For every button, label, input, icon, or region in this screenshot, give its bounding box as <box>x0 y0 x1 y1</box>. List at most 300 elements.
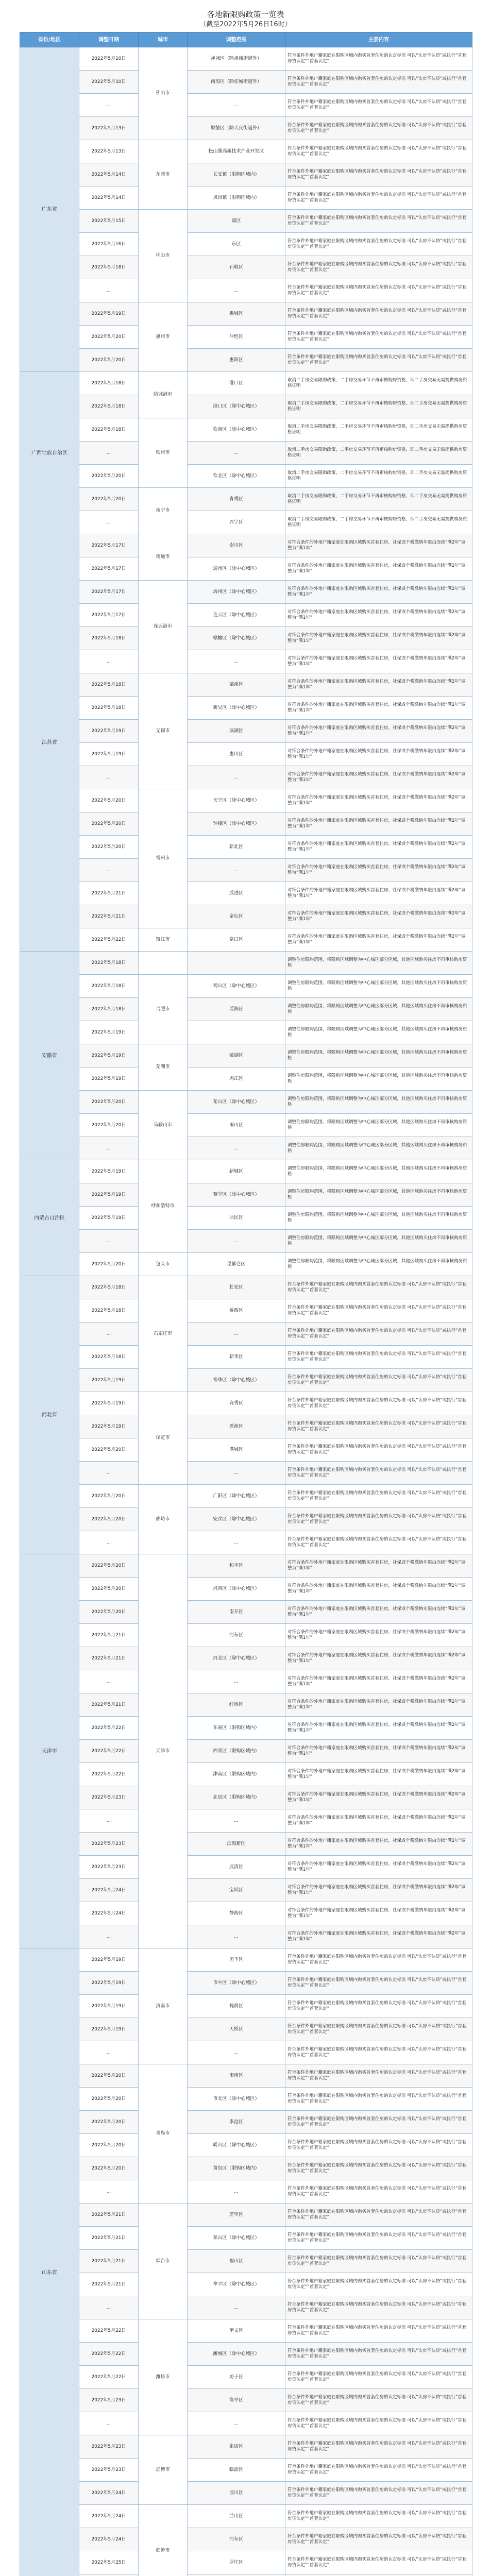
date-cell: 2022年5月22日 <box>79 2366 139 2389</box>
table-row <box>20 349 472 372</box>
area-cell: 花山区（除中心城区） <box>188 1091 285 1114</box>
date-cell: ... <box>79 279 139 302</box>
policy-cell: 符合条件外地户籍家庭在限购区域内购买首套住房的认定标准 可以“认房不认贷”或执行“首套房贷认定”“首套认定” <box>285 163 472 187</box>
area-cell: 金坛区 <box>188 905 285 928</box>
policy-cell: 对符合条件的外地户籍家庭在限购区域购买首套住房，社保或个税缴纳年限由连续“满2年”调整为“满1年” <box>285 1554 472 1578</box>
area-cell: 河东区 <box>188 1624 285 1647</box>
table-row <box>20 1253 472 1276</box>
date-cell: 2022年5月19日 <box>79 1207 139 1230</box>
policy-cell: 对符合条件的外地户籍家庭在限购区域购买首套住房，社保或个税缴纳年限由连续“满2年”调整为“满1年” <box>285 1693 472 1717</box>
table-row <box>20 2296 472 2319</box>
area-cell: 满城区 <box>188 1438 285 1462</box>
policy-cell: 符合条件外地户籍家庭在限购区域内购买首套住房的认定标准 可以“认房不认贷”或执行“首套房贷认定”“首套认定” <box>285 2180 472 2204</box>
table-header <box>20 32 472 47</box>
date-cell: 2022年5月17日 <box>79 557 139 581</box>
area-cell: 港口区 <box>188 372 285 395</box>
date-cell: 2022年5月20日 <box>79 1091 139 1114</box>
date-cell: 2022年5月19日 <box>79 743 139 766</box>
table-row <box>20 650 472 673</box>
area-cell: 宝坻区 <box>188 1879 285 1902</box>
table-row <box>20 2111 472 2134</box>
table-row <box>20 2227 472 2250</box>
area-cell: 仲恺区 <box>188 326 285 349</box>
date-cell: 2022年5月21日 <box>79 2227 139 2250</box>
area-cell: ... <box>188 1323 285 1346</box>
area-cell: 河东区 <box>188 2528 285 2551</box>
table-row <box>20 2273 472 2296</box>
date-cell: ... <box>79 2296 139 2319</box>
date-cell: 2022年5月22日 <box>79 1763 139 1786</box>
date-cell: 2022年5月20日 <box>79 2064 139 2088</box>
date-cell: 2022年5月21日 <box>79 2250 139 2273</box>
date-cell: 2022年5月21日 <box>79 1693 139 1717</box>
policy-cell: 对符合条件的外地户籍家庭在限购区域购买首套住房，社保或个税缴纳年限由连续“满2年”调整为“满1年” <box>285 557 472 581</box>
city-cell: 镇江市 <box>139 928 188 952</box>
area-cell: 东丽区（限购区域内） <box>188 1717 285 1740</box>
city-cell: 合肥市 <box>139 975 188 1044</box>
policy-cell: 对符合条件的外地户籍家庭在限购区域购买首套住房，社保或个税缴纳年限由连续“满2年”调整为“满1年” <box>285 720 472 743</box>
date-cell: 2022年5月20日 <box>79 789 139 812</box>
table-row <box>20 905 472 928</box>
table-row <box>20 1137 472 1160</box>
policy-cell: 符合条件外地户籍家庭在限购区域内购买首套住房的认定标准 可以“认房不认贷”或执行“首套房贷认定”“首套认定” <box>285 47 472 71</box>
date-cell: 2022年5月17日 <box>79 581 139 604</box>
table-row <box>20 1276 472 1299</box>
policy-cell: 符合条件外地户籍家庭在限购区域内购买首套住房的认定标准 可以“认房不认贷”或执行“首套房贷认定”“首套认定” <box>285 2111 472 2134</box>
date-cell: 2022年5月20日 <box>79 349 139 372</box>
policy-cell: 取消二手房交易限购政策，二手房交易环节不再审核购房资格，即二手房交易无需提供购房资格证明 <box>285 372 472 395</box>
table-row <box>20 2435 472 2459</box>
city-cell: 保定市 <box>139 1392 188 1485</box>
header-row <box>20 32 472 47</box>
table-row <box>20 1554 472 1578</box>
policy-cell: 调整住房限购范围，将限购区域调整为中心城区部分区域，其他区域购买住房不再审核购房资格 <box>285 998 472 1021</box>
area-cell: 松山湖高新技术产业开发区 <box>188 140 285 163</box>
table-row <box>20 465 472 488</box>
province-cell: 河北省 <box>20 1276 79 1554</box>
date-cell: 2022年5月21日 <box>79 882 139 905</box>
policy-cell: 调整住房限购范围，将限购区域调整为中心城区部分区域，其他区域购买住房不再审核购房资格 <box>285 1253 472 1276</box>
date-cell: 2022年5月23日 <box>79 2459 139 2482</box>
city-cell: 防城港市 <box>139 372 188 418</box>
table-row <box>20 882 472 905</box>
province-cell: 广东省 <box>20 47 79 372</box>
date-cell: 2022年5月15日 <box>79 210 139 233</box>
date-cell: 2022年5月18日 <box>79 673 139 697</box>
area-cell: 滨海新区 <box>188 1833 285 1856</box>
policy-cell: 取消二手房交易限购政策，二手房交易环节不再审核购房资格，即二手房交易无需提供购房资格证明 <box>285 442 472 465</box>
policy-cell: 符合条件外地户籍家庭在限购区域内购买首套住房的认定标准 可以“认房不认贷”或执行“首套房贷认定”“首套认定” <box>285 210 472 233</box>
area-cell: ... <box>188 442 285 465</box>
policy-cell: 符合条件外地户籍家庭在限购区域内购买首套住房的认定标准 可以“认房不认贷”或执行“首套房贷认定”“首套认定” <box>285 2528 472 2551</box>
area-cell: 津南区（限购区域内） <box>188 1763 285 1786</box>
date-cell: 2022年5月20日 <box>79 836 139 859</box>
table-row <box>20 1647 472 1670</box>
area-cell: 黄岛区（限购区域内） <box>188 2157 285 2180</box>
table-row <box>20 1972 472 1995</box>
table-row <box>20 697 472 720</box>
date-cell: 2022年5月24日 <box>79 1902 139 1925</box>
date-cell: 2022年5月22日 <box>79 2343 139 2366</box>
policy-cell: 对符合条件的外地户籍家庭在限购区域购买首套住房，社保或个税缴纳年限由连续“满2年”调整为“满1年” <box>285 743 472 766</box>
city-cell: 廊坊市 <box>139 1485 188 1554</box>
area-cell: ... <box>188 859 285 882</box>
date-cell: 2022年5月23日 <box>79 2389 139 2412</box>
policy-cell: 调整住房限购范围，将限购区域调整为中心城区部分区域，其他区域购买住房不再审核购房资格 <box>285 1183 472 1207</box>
policy-cell: 对符合条件的外地户籍家庭在限购区域购买首套住房，社保或个税缴纳年限由连续“满2年”调整为“满1年” <box>285 697 472 720</box>
policy-cell: 符合条件外地户籍家庭在限购区域内购买首套住房的认定标准 可以“认房不认贷”或执行“首套房贷认定”“首套认定” <box>285 2296 472 2319</box>
policy-cell: 符合条件外地户籍家庭在限购区域内购买首套住房的认定标准 可以“认房不认贷”或执行“首套房贷认定”“首套认定” <box>285 2412 472 2435</box>
date-cell: 2022年5月13日 <box>79 140 139 163</box>
area-cell: 天宁区（除中心城区） <box>188 789 285 812</box>
date-cell: 2022年5月20日 <box>79 465 139 488</box>
table-row <box>20 1323 472 1346</box>
policy-cell: 对符合条件的外地户籍家庭在限购区域购买首套住房，社保或个税缴纳年限由连续“满2年”调整为“满1年” <box>285 905 472 928</box>
date-cell: 2022年5月23日 <box>79 1833 139 1856</box>
policy-cell: 对符合条件的外地户籍家庭在限购区域购买首套住房，社保或个税缴纳年限由连续“满2年”调整为“满1年” <box>285 1786 472 1809</box>
city-cell: 常州市 <box>139 789 188 928</box>
table-row <box>20 256 472 279</box>
table-row <box>20 975 472 998</box>
area-cell: 李沧区 <box>188 2111 285 2134</box>
area-cell: 市北区（除中心城区） <box>188 2088 285 2111</box>
date-cell: ... <box>79 1137 139 1160</box>
date-cell: 2022年5月24日 <box>79 2482 139 2505</box>
policy-cell: 符合条件外地户籍家庭在限购区域内购买首套住房的认定标准 可以“认房不认贷”或执行“首套房贷认定”“首套认定” <box>285 1415 472 1438</box>
table-row <box>20 1531 472 1554</box>
area-cell: 安次区（除中心城区） <box>188 1508 285 1531</box>
area-cell <box>188 952 285 975</box>
date-cell: 2022年5月20日 <box>79 1554 139 1578</box>
table-row <box>20 1485 472 1508</box>
date-cell: 2022年5月20日 <box>79 326 139 349</box>
policy-cell: 符合条件外地户籍家庭在限购区域内购买首套住房的认定标准 可以“认房不认贷”或执行“首套房贷认定”“首套认定” <box>285 2505 472 2528</box>
area-cell: 莱山区（除中心城区） <box>188 2227 285 2250</box>
table-row <box>20 1786 472 1809</box>
date-cell: ... <box>79 2041 139 2064</box>
area-cell: 惠城区 <box>188 302 285 326</box>
area-cell: ... <box>188 1230 285 1253</box>
policy-cell: 符合条件外地户籍家庭在限购区域内购买首套住房的认定标准 可以“认房不认贷”或执行“首套房贷认定”“首套认定” <box>285 2157 472 2180</box>
table-row <box>20 1693 472 1717</box>
table-row <box>20 395 472 418</box>
policy-cell: 符合条件外地户籍家庭在限购区域内购买首套住房的认定标准 可以“认房不认贷”或执行“首套房贷认定”“首套认定” <box>285 1346 472 1369</box>
policy-table-container <box>20 32 472 2576</box>
city-cell: 连云港市 <box>139 581 188 673</box>
area-cell: 港口区（除中心城区） <box>188 395 285 418</box>
date-cell: 2022年5月24日 <box>79 1879 139 1902</box>
city-cell: 东莞市 <box>139 140 188 210</box>
date-cell: ... <box>79 1670 139 1693</box>
area-cell: 赛罕区（除中心城区） <box>188 1183 285 1207</box>
area-cell: 南区 <box>188 210 285 233</box>
city-cell: 南宁市 <box>139 488 188 534</box>
table-row <box>20 1717 472 1740</box>
policy-cell: 对符合条件的外地户籍家庭在限购区域购买首套住房，社保或个税缴纳年限由连续“满2年”调整为“满1年” <box>285 1925 472 1948</box>
policy-cell: 符合条件外地户籍家庭在限购区域内购买首套住房的认定标准 可以“认房不认贷”或执行“首套房贷认定”“首套认定” <box>285 94 472 117</box>
policy-cell: 调整住房限购范围，将限购区域调整为中心城区部分区域，其他区域购买住房不再审核购房资格 <box>285 1137 472 1160</box>
date-cell: 2022年5月18日 <box>79 952 139 975</box>
policy-cell: 对符合条件的外地户籍家庭在限购区域购买首套住房，社保或个税缴纳年限由连续“满2年”调整为“满1年” <box>285 1902 472 1925</box>
policy-cell: 调整住房限购范围，将限购区域调整为中心城区部分区域，其他区域购买住房不再审核购房资格 <box>285 1067 472 1091</box>
table-row <box>20 2551 472 2574</box>
date-cell: 2022年5月16日 <box>79 233 139 256</box>
date-cell: 2022年5月20日 <box>79 1578 139 1601</box>
date-cell: ... <box>79 511 139 534</box>
area-cell: 南海区（除桂城街道外） <box>188 71 285 94</box>
date-cell: 2022年5月20日 <box>79 1508 139 1531</box>
table-row <box>20 2018 472 2041</box>
policy-cell: 对符合条件的外地户籍家庭在限购区域购买首套住房，社保或个税缴纳年限由连续“满2年”调整为“满1年” <box>285 673 472 697</box>
table-row <box>20 2505 472 2528</box>
table-row <box>20 2482 472 2505</box>
table-row <box>20 1624 472 1647</box>
area-cell: ... <box>188 766 285 789</box>
area-cell: 武进区 <box>188 882 285 905</box>
table-row <box>20 117 472 140</box>
area-cell: 惠阳区 <box>188 349 285 372</box>
policy-cell: 调整住房限购范围，将限购区域调整为中心城区部分区域，其他区域购买住房不再审核购房资格 <box>285 1160 472 1183</box>
policy-cell: 符合条件外地户籍家庭在限购区域内购买首套住房的认定标准 可以“认房不认贷”或执行“首套房贷认定”“首套认定” <box>285 71 472 94</box>
area-cell: 东区 <box>188 233 285 256</box>
table-row <box>20 1856 472 1879</box>
province-cell: 广西壮族自治区 <box>20 372 79 534</box>
date-cell: 2022年5月18日 <box>79 1276 139 1299</box>
date-cell <box>79 2574 139 2576</box>
table-row <box>20 743 472 766</box>
table-row <box>20 2041 472 2064</box>
table-row <box>20 1948 472 1972</box>
area-cell: 石岐区 <box>188 256 285 279</box>
date-cell: 2022年5月18日 <box>79 395 139 418</box>
policy-cell: 符合条件外地户籍家庭在限购区域内购买首套住房的认定标准 可以“认房不认贷”或执行“首套房贷认定”“首套认定” <box>285 187 472 210</box>
policy-cell: 符合条件外地户籍家庭在限购区域内购买首套住房的认定标准 可以“认房不认贷”或执行“首套房贷认定”“首套认定” <box>285 2551 472 2574</box>
policy-cell: 调整住房限购范围，将限购区域调整为中心城区部分区域，其他区域购买住房不再审核购房资格 <box>285 975 472 998</box>
table-row <box>20 581 472 604</box>
table-row <box>20 1763 472 1786</box>
date-cell: 2022年5月20日 <box>79 1438 139 1462</box>
policy-cell: 符合条件外地户籍家庭在限购区域内购买首套住房的认定标准 可以“认房不认贷”或执行“首套房贷认定”“首套认定” <box>285 2018 472 2041</box>
date-cell: 2022年5月20日 <box>79 2157 139 2180</box>
policy-cell: 取消二手房交易限购政策，二手房交易环节不再审核购房资格，即二手房交易无需提供购房资格证明 <box>285 488 472 511</box>
table-row <box>20 1995 472 2018</box>
policy-cell: 符合条件外地户籍家庭在限购区域内购买首套住房的认定标准 可以“认房不认贷”或执行“首套房贷认定”“首套认定” <box>285 302 472 326</box>
area-cell: 赣榆区（除中心城区） <box>188 627 285 650</box>
table-row <box>20 1067 472 1091</box>
table-row <box>20 302 472 326</box>
city-cell: 芜湖市 <box>139 1044 188 1091</box>
area-cell: ... <box>188 2296 285 2319</box>
date-cell: 2022年5月18日 <box>79 998 139 1021</box>
policy-cell: 符合条件外地户籍家庭在限购区域内购买首套住房的认定标准 可以“认房不认贷”或执行“首套房贷认定”“首套认定” <box>285 2435 472 2459</box>
policy-cell: 符合条件外地户籍家庭在限购区域内购买首套住房的认定标准 可以“认房不认贷”或执行“首套房贷认定”“首套认定” <box>285 1508 472 1531</box>
area-cell: 罗庄区 <box>188 2551 285 2574</box>
table-row <box>20 604 472 627</box>
document-subtitle: （截至2022年5月26日16时） <box>199 21 292 28</box>
area-cell: 回民区 <box>188 1207 285 1230</box>
date-cell: ... <box>79 442 139 465</box>
date-cell: ... <box>79 1925 139 1948</box>
date-cell: 2022年5月18日 <box>79 975 139 998</box>
date-cell: 2022年5月21日 <box>79 905 139 928</box>
table-row <box>20 233 472 256</box>
date-cell: 2022年5月19日 <box>79 1972 139 1995</box>
area-cell: ... <box>188 1925 285 1948</box>
table-row <box>20 673 472 697</box>
city-cell: 惠州市 <box>139 302 188 372</box>
policy-cell: 符合条件外地户籍家庭在限购区域内购买首套住房的认定标准 可以“认房不认贷”或执行“首套房贷认定”“首套认定” <box>285 2459 472 2482</box>
date-cell: 2022年5月19日 <box>79 1044 139 1067</box>
policy-cell: 符合条件外地户籍家庭在限购区域内购买首套住房的认定标准 可以“认房不认贷”或执行“首套房贷认定”“首套认定” <box>285 140 472 163</box>
policy-cell: 对符合条件的外地户籍家庭在限购区域购买首套住房，社保或个税缴纳年限由连续“满2年”调整为“满1年” <box>285 650 472 673</box>
date-cell: 2022年5月10日 <box>79 47 139 71</box>
date-cell: 2022年5月18日 <box>79 418 139 442</box>
date-cell: 2022年5月20日 <box>79 488 139 511</box>
area-cell: 长安区 <box>188 1276 285 1299</box>
area-cell: ... <box>188 1462 285 1485</box>
table-row <box>20 140 472 163</box>
date-cell: 2022年5月23日 <box>79 2435 139 2459</box>
area-cell: 红桥区 <box>188 1693 285 1717</box>
date-cell: 2022年5月13日 <box>79 117 139 140</box>
policy-cell: 符合条件外地户籍家庭在限购区域内购买首套住房的认定标准 可以“认房不认贷”或执行“首套房贷认定”“首套认定” <box>285 2088 472 2111</box>
policy-cell: 符合条件外地户籍家庭在限购区域内购买首套住房的认定标准 可以“认房不认贷”或执行“首套房贷认定”“首套认定” <box>285 1462 472 1485</box>
date-cell: 2022年5月17日 <box>79 604 139 627</box>
policy-cell: 对符合条件的外地户籍家庭在限购区域购买首套住房，社保或个税缴纳年限由连续“满2年”调整为“满1年” <box>285 1740 472 1763</box>
policy-cell: 对符合条件的外地户籍家庭在限购区域购买首套住房，社保或个税缴纳年限由连续“满2年”调整为“满1年” <box>285 1624 472 1647</box>
table-row <box>20 952 472 975</box>
table-row <box>20 2134 472 2157</box>
date-cell: 2022年5月19日 <box>79 1415 139 1438</box>
date-cell: 2022年5月20日 <box>79 1601 139 1624</box>
city-cell: 济南市 <box>139 1948 188 2064</box>
area-cell <box>188 2574 285 2576</box>
area-cell: 裕华区（除中心城区） <box>188 1369 285 1392</box>
policy-cell: 符合条件外地户籍家庭在限购区域内购买首套住房的认定标准 可以“认房不认贷”或执行“首套房贷认定”“首套认定” <box>285 1323 472 1346</box>
area-cell: 竞秀区 <box>188 1392 285 1415</box>
table-row <box>20 859 472 882</box>
table-row <box>20 1021 472 1044</box>
policy-cell: 调整住房限购范围，将限购区域调整为中心城区部分区域，其他区域购买住房不再审核购房资格 <box>285 1207 472 1230</box>
area-cell: 兴宁区 <box>188 511 285 534</box>
province-cell: 江苏省 <box>20 534 79 952</box>
date-cell: 2022年5月20日 <box>79 2088 139 2111</box>
table-row <box>20 279 472 302</box>
table-row <box>20 2389 472 2412</box>
table-row <box>20 1160 472 1183</box>
table-row <box>20 2319 472 2343</box>
area-cell: ... <box>188 279 285 302</box>
city-cell: 潍坊市 <box>139 2319 188 2435</box>
policy-cell: 对符合条件的外地户籍家庭在限购区域购买首套住房，社保或个税缴纳年限由连续“满2年”调整为“满1年” <box>285 859 472 882</box>
table-row <box>20 1809 472 1833</box>
date-cell: 2022年5月19日 <box>79 302 139 326</box>
city-cell: 淄博市 <box>139 2435 188 2505</box>
policy-cell: 符合条件外地户籍家庭在限购区域内购买首套住房的认定标准 可以“认房不认贷”或执行“首套房贷认定”“首套认定” <box>285 1972 472 1995</box>
area-cell: 西青区（限购区域内） <box>188 1740 285 1763</box>
city-cell: 佛山市 <box>139 47 188 140</box>
date-cell: 2022年5月21日 <box>79 2273 139 2296</box>
policy-cell: 取消二手房交易限购政策，二手房交易环节不再审核购房资格，即二手房交易无需提供购房资格证明 <box>285 465 472 488</box>
area-cell: 京口区 <box>188 928 285 952</box>
city-cell: 中山市 <box>139 210 188 302</box>
area-cell: 崇川区 <box>188 534 285 557</box>
area-cell: ... <box>188 2180 285 2204</box>
date-cell: 2022年5月21日 <box>79 2204 139 2227</box>
table-row <box>20 511 472 534</box>
table-row <box>20 1415 472 1438</box>
table-row <box>20 998 472 1021</box>
table-row <box>20 2157 472 2180</box>
date-cell: ... <box>79 1230 139 1253</box>
table-row <box>20 2366 472 2389</box>
date-cell: 2022年5月14日 <box>79 163 139 187</box>
policy-cell: 调整住房限购范围，将限购区域调整为中心城区部分区域，其他区域购买住房不再审核购房资格 <box>285 952 472 975</box>
area-cell: 镜湖区 <box>188 1044 285 1067</box>
area-cell: 凤岗镇（限购区域内） <box>188 187 285 210</box>
table-row <box>20 534 472 557</box>
table-row <box>20 1207 472 1230</box>
city-cell <box>139 952 188 975</box>
table-row <box>20 326 472 349</box>
header-city: 城市 <box>139 32 188 47</box>
area-cell: 惠山区 <box>188 743 285 766</box>
city-cell: 天津市 <box>139 1554 188 1948</box>
policy-cell: 调整住房限购范围，将限购区域调整为中心城区部分区域，其他区域购买住房不再审核购房资格 <box>285 1091 472 1114</box>
policy-cell: 符合条件外地户籍家庭在限购区域内购买首套住房的认定标准 可以“认房不认贷”或执行“首套房贷认定”“首套认定” <box>285 2250 472 2273</box>
policy-cell: 符合条件外地户籍家庭在限购区域内购买首套住房的认定标准 可以“认房不认贷”或执行“首套房贷认定”“首套认定” <box>285 2041 472 2064</box>
policy-cell: 符合条件外地户籍家庭在限购区域内购买首套住房的认定标准 可以“认房不认贷”或执行“首套房贷认定”“首套认定” <box>285 2064 472 2088</box>
area-cell: 新城区 <box>188 1160 285 1183</box>
date-cell: 2022年5月17日 <box>79 534 139 557</box>
table-row <box>20 1879 472 1902</box>
date-cell: 2022年5月22日 <box>79 2319 139 2343</box>
area-cell: 蜀山区（除中心城区） <box>188 975 285 998</box>
policy-cell: 符合条件外地户籍家庭在限购区域内购买首套住房的认定标准 可以“认房不认贷”或执行“首套房贷认定”“首套认定” <box>285 1485 472 1508</box>
area-cell: ... <box>188 94 285 117</box>
province-cell: 内蒙古自治区 <box>20 1160 79 1276</box>
area-cell: 河西区（除中心城区） <box>188 1578 285 1601</box>
date-cell: 2022年5月19日 <box>79 1995 139 2018</box>
area-cell: 昆都仑区 <box>188 1253 285 1276</box>
table-row <box>20 1833 472 1856</box>
policy-cell: 对符合条件的外地户籍家庭在限购区域购买首套住房，社保或个税缴纳年限由连续“满2年”调整为“满1年” <box>285 604 472 627</box>
date-cell: 2022年5月21日 <box>79 1647 139 1670</box>
date-cell: 2022年5月23日 <box>79 1856 139 1879</box>
table-row <box>20 1670 472 1693</box>
date-cell: ... <box>79 2412 139 2435</box>
date-cell: 2022年5月19日 <box>79 720 139 743</box>
date-cell: 2022年5月22日 <box>79 1717 139 1740</box>
policy-table <box>20 32 472 2576</box>
policy-cell: 对符合条件的外地户籍家庭在限购区域购买首套住房，社保或个税缴纳年限由连续“满2年”调整为“满1年” <box>285 1833 472 1856</box>
area-cell: 武清区 <box>188 1856 285 1879</box>
table-row <box>20 1369 472 1392</box>
date-cell: 2022年5月21日 <box>79 1624 139 1647</box>
area-cell: 临淄区 <box>188 2459 285 2482</box>
area-cell: ... <box>188 1531 285 1554</box>
city-cell: 烟台市 <box>139 2204 188 2319</box>
policy-cell: 调整住房限购范围，将限购区域调整为中心城区部分区域，其他区域购买住房不再审核购房资格 <box>285 1021 472 1044</box>
table-row <box>20 557 472 581</box>
area-cell: 海州区（除中心城区） <box>188 581 285 604</box>
area-cell <box>188 1021 285 1044</box>
area-cell: 市中区（除中心城区） <box>188 1972 285 1995</box>
policy-cell: 对符合条件的外地户籍家庭在限购区域购买首套住房，社保或个税缴纳年限由连续“满2年”调整为“满1年” <box>285 1647 472 1670</box>
table-row <box>20 1230 472 1253</box>
area-cell: 新华区 <box>188 1346 285 1369</box>
area-cell: 瑶海区 <box>188 998 285 1021</box>
